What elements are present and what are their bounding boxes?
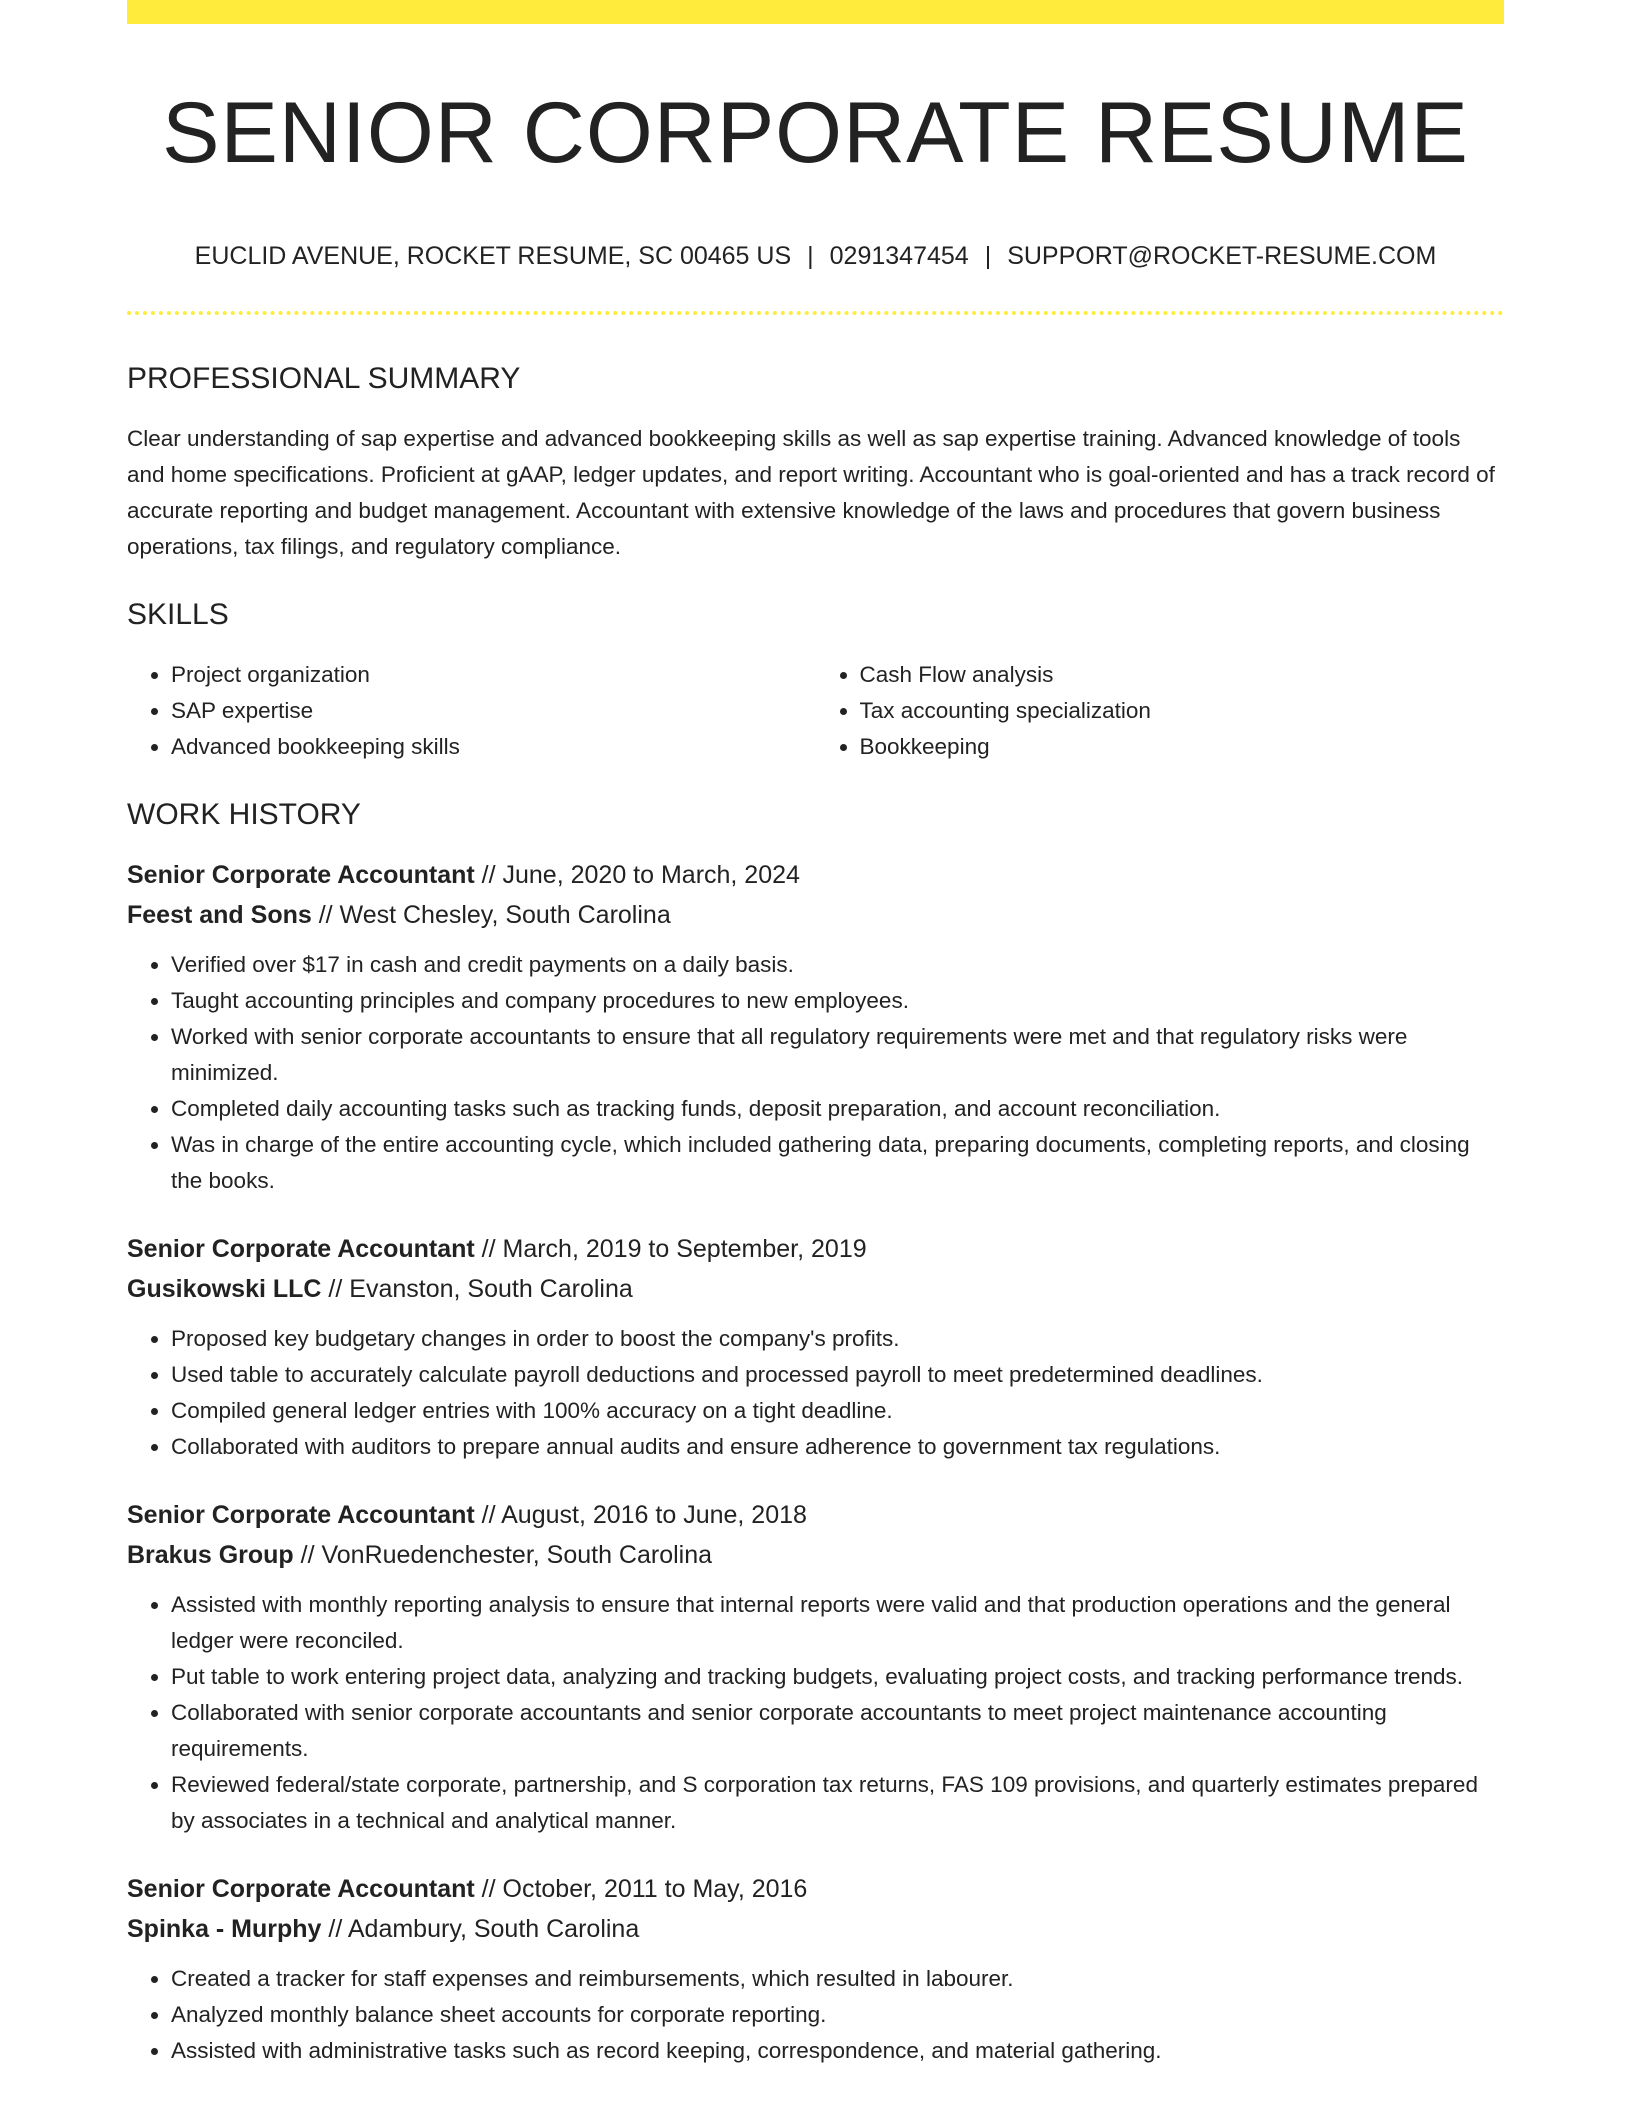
summary-heading: PROFESSIONAL SUMMARY bbox=[127, 361, 521, 395]
job-company-line bbox=[127, 895, 1504, 935]
skill-item: • Bookkeeping bbox=[860, 729, 1505, 765]
skills-list bbox=[127, 657, 1504, 765]
resume-title: SENIOR CORPORATE RESUME bbox=[162, 85, 1469, 181]
job-role-line bbox=[127, 855, 1504, 895]
job-dates: // June, 2020 to March, 2024 bbox=[474, 860, 800, 889]
job-bullet: • Compiled general ledger entries with 100% accuracy on a tight deadline. bbox=[171, 1393, 1504, 1429]
skills-heading: SKILLS bbox=[127, 597, 229, 631]
summary-text: Clear understanding of sap expertise and advanced bookkeeping skills as well as sap expertise training. Advanced knowledge of tools and home specifications. Proficient at gAAP, ledger updates, and report writing. Accountant who is goal-oriented and has a track record of accurate reporting and budget management. Accountant with extensive knowledge of the laws and procedures that govern business operations, tax filings, and regulatory compliance. bbox=[127, 425, 1495, 559]
job-bullet: • Proposed key budgetary changes in order to boost the company's profits. bbox=[171, 1321, 1504, 1357]
job-entry bbox=[127, 855, 1504, 1199]
skill-item: • SAP expertise bbox=[171, 693, 816, 729]
job-location: // VonRuedenchester, South Carolina bbox=[293, 1540, 713, 1569]
work-history-heading: WORK HISTORY bbox=[127, 797, 361, 831]
job-role-line bbox=[127, 1495, 1504, 1535]
job-role: Senior Corporate Accountant bbox=[127, 860, 475, 889]
job-bullet: • Verified over $17 in cash and credit payments on a daily basis. bbox=[171, 947, 1504, 983]
job-bullets bbox=[127, 1961, 1504, 2069]
job-company: Feest and Sons bbox=[127, 900, 312, 929]
job-role: Senior Corporate Accountant bbox=[127, 1500, 475, 1529]
job-role: Senior Corporate Accountant bbox=[127, 1234, 475, 1263]
job-role-line bbox=[127, 1869, 1504, 1909]
job-company: Brakus Group bbox=[127, 1540, 294, 1569]
resume-page bbox=[127, 0, 1504, 2069]
job-bullet: • Analyzed monthly balance sheet accounts for corporate reporting. bbox=[171, 1997, 1504, 2033]
contact-line bbox=[127, 241, 1504, 271]
skill-item: • Advanced bookkeeping skills bbox=[171, 729, 816, 765]
contact-separator: | bbox=[984, 241, 992, 270]
job-bullet: • Completed daily accounting tasks such as tracking funds, deposit preparation, and account reconciliation. bbox=[171, 1091, 1504, 1127]
job-company: Gusikowski LLC bbox=[127, 1274, 322, 1303]
job-bullet: • Collaborated with senior corporate accountants and senior corporate accountants to meet project maintenance accounting requirements. bbox=[171, 1695, 1504, 1767]
job-bullet: • Taught accounting principles and company procedures to new employees. bbox=[171, 983, 1504, 1019]
dotted-divider bbox=[127, 311, 1504, 315]
skill-item: • Tax accounting specialization bbox=[860, 693, 1505, 729]
email: SUPPORT@ROCKET-RESUME.COM bbox=[1007, 241, 1437, 270]
job-dates: // March, 2019 to September, 2019 bbox=[474, 1234, 867, 1263]
job-location: // Adambury, South Carolina bbox=[321, 1914, 640, 1943]
job-company: Spinka - Murphy bbox=[127, 1914, 322, 1943]
job-dates: // October, 2011 to May, 2016 bbox=[474, 1874, 808, 1903]
job-entry bbox=[127, 1495, 1504, 1839]
job-company-line bbox=[127, 1535, 1504, 1575]
job-bullet: • Created a tracker for staff expenses and reimbursements, which resulted in labourer. bbox=[171, 1961, 1504, 1997]
accent-top-bar bbox=[127, 0, 1504, 24]
job-bullet: • Put table to work entering project data, analyzing and tracking budgets, evaluating project costs, and tracking performance trends. bbox=[171, 1659, 1504, 1695]
job-bullet: • Worked with senior corporate accountants to ensure that all regulatory requirements were met and that regulatory risks were minimized. bbox=[171, 1019, 1504, 1091]
job-company-line bbox=[127, 1909, 1504, 1949]
job-location: // Evanston, South Carolina bbox=[321, 1274, 633, 1303]
job-bullet: • Assisted with administrative tasks such as record keeping, correspondence, and material gathering. bbox=[171, 2033, 1504, 2069]
job-bullet: • Assisted with monthly reporting analysis to ensure that internal reports were valid and that production operations and the general ledger were reconciled. bbox=[171, 1587, 1504, 1659]
skill-item: • Cash Flow analysis bbox=[860, 657, 1505, 693]
job-bullet: • Reviewed federal/state corporate, partnership, and S corporation tax returns, FAS 109 provisions, and quarterly estimates prepared by associates in a technical and analytical manner. bbox=[171, 1767, 1504, 1839]
skills-column-right bbox=[816, 657, 1505, 765]
job-bullet: • Used table to accurately calculate payroll deductions and processed payroll to meet predetermined deadlines. bbox=[171, 1357, 1504, 1393]
job-entry bbox=[127, 1869, 1504, 2069]
contact-separator: | bbox=[807, 241, 814, 270]
job-bullet: • Collaborated with auditors to prepare annual audits and ensure adherence to government tax regulations. bbox=[171, 1429, 1504, 1465]
job-bullets bbox=[127, 1321, 1504, 1465]
job-role-line bbox=[127, 1229, 1504, 1269]
job-entry bbox=[127, 1229, 1504, 1465]
job-role: Senior Corporate Accountant bbox=[127, 1874, 475, 1903]
skills-column-left bbox=[127, 657, 816, 765]
job-company-line bbox=[127, 1269, 1504, 1309]
job-bullet: • Was in charge of the entire accounting cycle, which included gathering data, preparing documents, completing reports, and closing the books. bbox=[171, 1127, 1504, 1199]
job-location: // West Chesley, South Carolina bbox=[311, 900, 671, 929]
skill-item: • Project organization bbox=[171, 657, 816, 693]
phone: 0291347454 bbox=[829, 241, 969, 270]
job-dates: // August, 2016 to June, 2018 bbox=[474, 1500, 807, 1529]
address: EUCLID AVENUE, ROCKET RESUME, SC 00465 US bbox=[194, 241, 792, 270]
job-bullets bbox=[127, 1587, 1504, 1839]
job-bullets bbox=[127, 947, 1504, 1199]
